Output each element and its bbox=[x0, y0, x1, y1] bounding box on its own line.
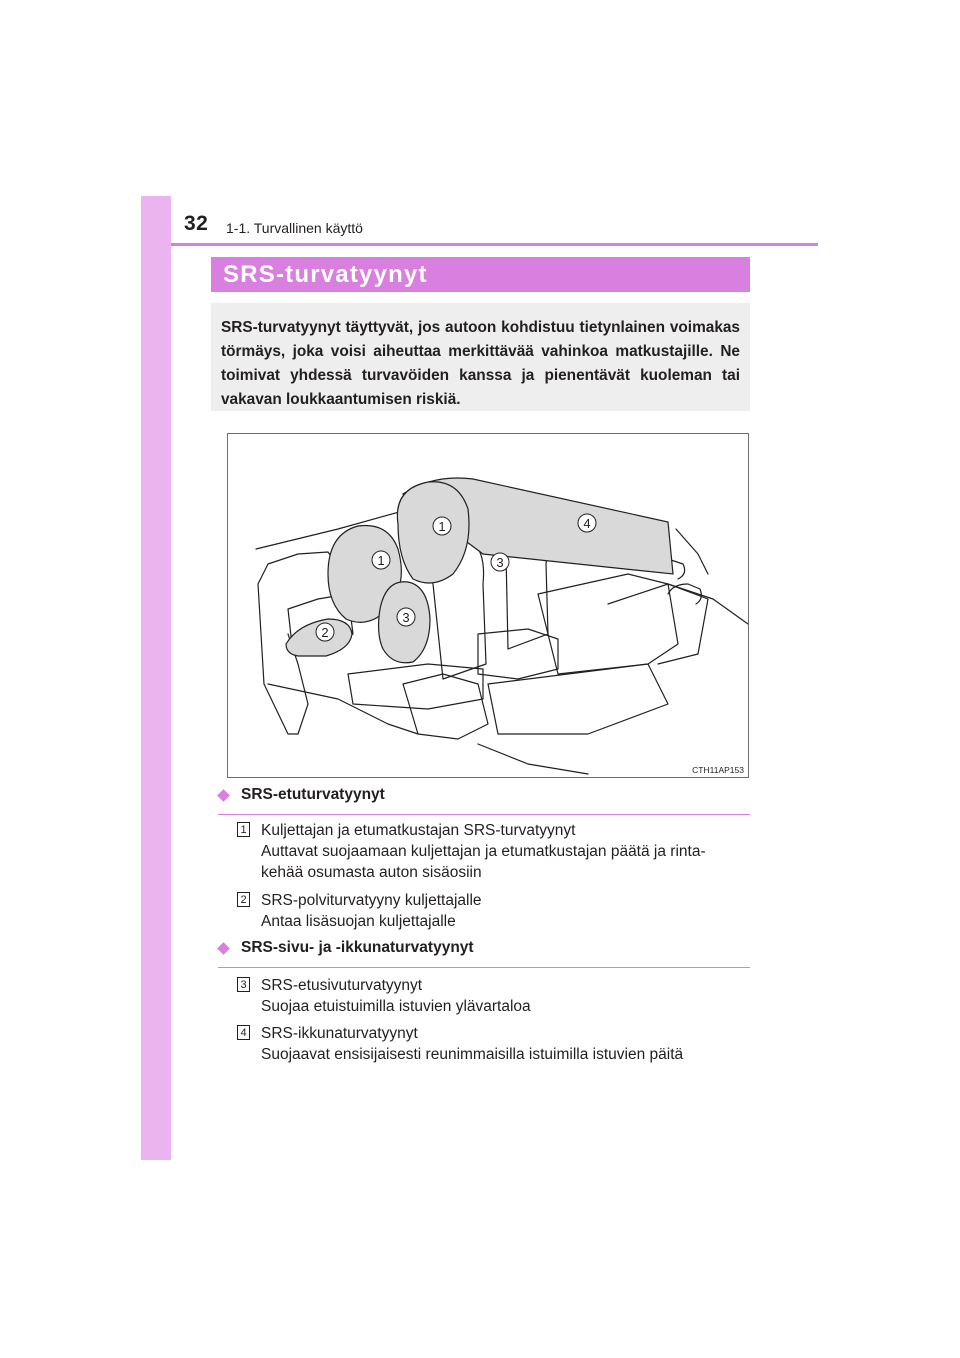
page-number: 32 bbox=[184, 212, 209, 235]
callout-1-upper bbox=[433, 517, 451, 535]
item-description-line: Auttavat suojaamaan kuljettajan ja etumatkustajan päätä ja rinta- bbox=[261, 843, 706, 860]
rear-door-panel bbox=[608, 584, 708, 664]
item-description-line: Suojaavat ensisijaisesti reunimmaisilla istuimilla istuvien päitä bbox=[261, 1046, 684, 1063]
callout-3-upper bbox=[491, 553, 509, 571]
floor-left bbox=[268, 684, 418, 734]
item-title: SRS-polviturvatyyny kuljettajalle bbox=[261, 892, 482, 909]
item-description-line: Suojaa etuistuimilla istuvien ylävartaloa bbox=[261, 998, 531, 1015]
passenger-front-airbag-shape bbox=[397, 482, 469, 583]
item-number: 2 bbox=[237, 892, 250, 907]
item-description-line: Antaa lisäsuojan kuljettajalle bbox=[261, 913, 456, 930]
callout-3-lower bbox=[397, 608, 415, 626]
car-interior-drawing bbox=[228, 434, 748, 777]
rear-seat-cushion bbox=[488, 664, 668, 734]
item-title: Kuljettajan ja etumatkustajan SRS-turvatyynyt bbox=[261, 822, 576, 839]
subheading-front-airbags bbox=[218, 788, 750, 815]
driver-seat-cushion bbox=[348, 664, 483, 709]
item-title: SRS-ikkunaturvatyynyt bbox=[261, 1025, 418, 1042]
center-console bbox=[403, 674, 488, 739]
diamond-bullet-icon bbox=[217, 789, 230, 802]
rear-seat-back bbox=[538, 574, 678, 674]
callout-2 bbox=[316, 623, 334, 641]
callout-4 bbox=[578, 514, 596, 532]
door-left bbox=[258, 584, 308, 734]
intro-text: SRS-turvatyynyt täyttyvät, jos autoon kohdistuu tietynlainen voimakas törmäys, joka voisi aiheuttaa merkittävää vahinkoa matkustajille. Ne toimivat yhdessä turvavöiden kanssa ja pienentävät kuoleman tai vakavan loukkaantumisen riskiä. bbox=[221, 319, 740, 408]
subheading-text: SRS-etuturvatyynyt bbox=[241, 786, 385, 803]
figure-code: CTH11AP153 bbox=[692, 765, 744, 775]
subheading-text: SRS-sivu- ja -ikkunaturvatyynyt bbox=[241, 939, 474, 956]
callout-label: 3 bbox=[402, 610, 410, 625]
item-number: 3 bbox=[237, 977, 250, 992]
callout-label: 2 bbox=[321, 625, 329, 640]
airbag-illustration bbox=[227, 433, 749, 778]
chapter-side-tab bbox=[141, 196, 171, 1160]
item-number: 1 bbox=[237, 822, 250, 837]
header-rule bbox=[171, 243, 818, 246]
item-number: 4 bbox=[237, 1025, 250, 1040]
subheading-side-airbags bbox=[218, 941, 750, 968]
rear-body bbox=[668, 584, 748, 624]
callout-label: 1 bbox=[438, 519, 446, 534]
item-title: SRS-etusivuturvatyynyt bbox=[261, 977, 423, 994]
passenger-seat-cushion bbox=[478, 629, 558, 679]
chapter-title: 1-1. Turvallinen käyttö bbox=[226, 220, 363, 236]
callout-label: 4 bbox=[583, 516, 591, 531]
diamond-bullet-icon bbox=[217, 942, 230, 955]
rear-floor bbox=[478, 744, 588, 774]
item-description-line: kehää osumasta auton sisäosiin bbox=[261, 864, 482, 881]
intro-box bbox=[211, 303, 750, 411]
callout-label: 3 bbox=[496, 555, 504, 570]
section-title: SRS-turvatyynyt bbox=[211, 257, 750, 292]
roof-rear bbox=[676, 529, 708, 574]
callout-1-lower bbox=[372, 551, 390, 569]
callout-label: 1 bbox=[377, 553, 385, 568]
